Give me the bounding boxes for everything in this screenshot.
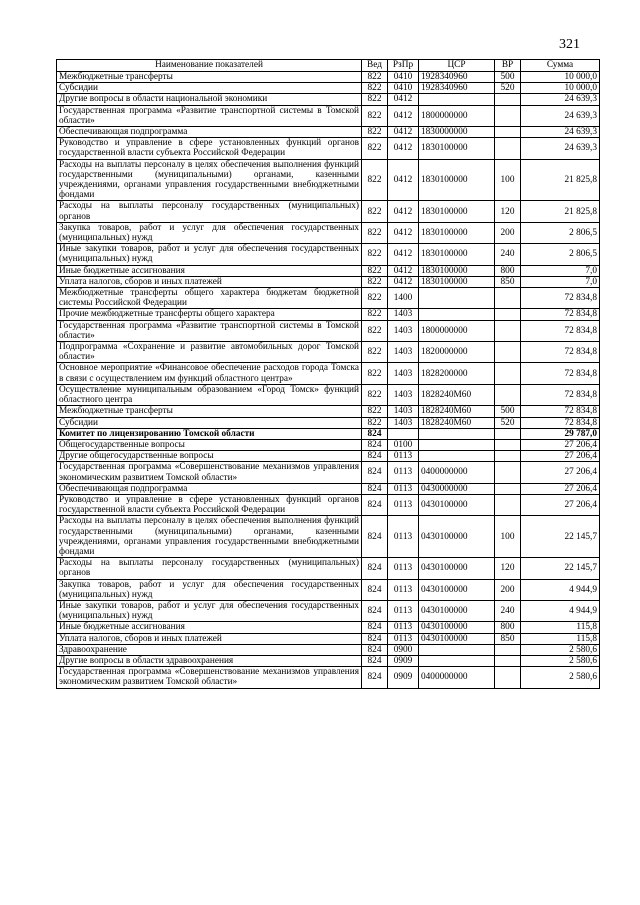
- cell-csr: 1828240М60: [419, 417, 495, 428]
- cell-sum: 72 834,8: [521, 406, 600, 417]
- cell-csr: 1830100000: [419, 222, 495, 243]
- cell-ved: 822: [362, 127, 388, 138]
- cell-ved: 824: [362, 667, 388, 688]
- cell-vr: [495, 483, 521, 494]
- cell-rzpr: 0113: [388, 558, 419, 579]
- cell-ved: 822: [362, 276, 388, 287]
- cell-ved: 824: [362, 558, 388, 579]
- table-row: [57, 622, 600, 633]
- cell-sum: 7,0: [521, 265, 600, 276]
- cell-sum: 72 834,8: [521, 309, 600, 320]
- cell-csr: [419, 309, 495, 320]
- cell-csr: 1800000000: [419, 320, 495, 341]
- cell-vr: [495, 127, 521, 138]
- cell-name: Иные бюджетные ассигнования: [57, 265, 362, 276]
- cell-name: Общегосударственные вопросы: [57, 439, 362, 450]
- cell-vr: [495, 494, 521, 515]
- cell-ved: 822: [362, 384, 388, 405]
- cell-vr: [495, 363, 521, 384]
- cell-csr: 0430100000: [419, 579, 495, 600]
- header-sum: Сумма: [521, 60, 600, 72]
- cell-csr: [419, 451, 495, 462]
- table-row: [57, 342, 600, 363]
- cell-ved: 824: [362, 655, 388, 666]
- cell-name: Обеспечивающая подпрограмма: [57, 127, 362, 138]
- cell-rzpr: 0410: [388, 72, 419, 83]
- cell-sum: 2 806,5: [521, 244, 600, 265]
- cell-sum: 24 639,3: [521, 94, 600, 105]
- cell-vr: 800: [495, 622, 521, 633]
- cell-sum: 4 944,9: [521, 600, 600, 621]
- cell-sum: 72 834,8: [521, 363, 600, 384]
- cell-vr: 240: [495, 244, 521, 265]
- cell-name: Осуществление муниципальным образованием «Город Томск» функций областного центра: [57, 384, 362, 405]
- cell-vr: [495, 309, 521, 320]
- cell-csr: 1800000000: [419, 105, 495, 126]
- cell-rzpr: 0113: [388, 633, 419, 644]
- cell-vr: 500: [495, 72, 521, 83]
- cell-ved: 824: [362, 516, 388, 558]
- cell-vr: 100: [495, 159, 521, 201]
- cell-rzpr: 0412: [388, 105, 419, 126]
- cell-sum: 2 580,6: [521, 667, 600, 688]
- header-name: Наименование показателей: [57, 60, 362, 72]
- cell-ved: 824: [362, 622, 388, 633]
- cell-ved: 824: [362, 633, 388, 644]
- cell-rzpr: 1403: [388, 363, 419, 384]
- cell-csr: [419, 428, 495, 439]
- cell-sum: 7,0: [521, 276, 600, 287]
- cell-name: Межбюджетные трансферты: [57, 406, 362, 417]
- cell-name: Государственная программа «Развитие транспортной системы в Томской области»: [57, 320, 362, 341]
- cell-name: Закупка товаров, работ и услуг для обеспечения государственных (муниципальных) нужд: [57, 579, 362, 600]
- cell-ved: 822: [362, 72, 388, 83]
- table-row: [57, 309, 600, 320]
- table-row: [57, 462, 600, 483]
- cell-rzpr: 0113: [388, 622, 419, 633]
- cell-csr: 1928340960: [419, 83, 495, 94]
- cell-csr: [419, 644, 495, 655]
- cell-sum: 29 787,0: [521, 428, 600, 439]
- cell-csr: 1830000000: [419, 127, 495, 138]
- cell-name: Субсидии: [57, 417, 362, 428]
- cell-rzpr: 0412: [388, 222, 419, 243]
- cell-sum: 10 000,0: [521, 83, 600, 94]
- cell-csr: 1830100000: [419, 159, 495, 201]
- cell-name: Здравоохранение: [57, 644, 362, 655]
- cell-rzpr: 0412: [388, 265, 419, 276]
- cell-vr: [495, 288, 521, 309]
- cell-sum: 2 806,5: [521, 222, 600, 243]
- table-row: [57, 105, 600, 126]
- cell-vr: 240: [495, 600, 521, 621]
- cell-sum: 115,8: [521, 633, 600, 644]
- cell-csr: 0400000000: [419, 462, 495, 483]
- cell-ved: 822: [362, 94, 388, 105]
- cell-sum: 72 834,8: [521, 384, 600, 405]
- table-row: [57, 633, 600, 644]
- cell-vr: [495, 342, 521, 363]
- cell-sum: 27 206,4: [521, 439, 600, 450]
- cell-sum: 22 145,7: [521, 558, 600, 579]
- cell-rzpr: 0410: [388, 83, 419, 94]
- header-ved: Вед: [362, 60, 388, 72]
- cell-vr: [495, 94, 521, 105]
- table-row: [57, 644, 600, 655]
- table-row: [57, 288, 600, 309]
- cell-name: Расходы на выплаты персоналу государственных (муниципальных) органов: [57, 201, 362, 222]
- cell-ved: 822: [362, 244, 388, 265]
- cell-vr: [495, 439, 521, 450]
- cell-csr: 1830100000: [419, 201, 495, 222]
- cell-rzpr: 1403: [388, 406, 419, 417]
- table-row: [57, 600, 600, 621]
- cell-sum: 115,8: [521, 622, 600, 633]
- cell-ved: 822: [362, 138, 388, 159]
- cell-rzpr: 1403: [388, 417, 419, 428]
- cell-vr: [495, 105, 521, 126]
- cell-rzpr: 0412: [388, 244, 419, 265]
- cell-sum: 2 580,6: [521, 655, 600, 666]
- cell-name: Прочие межбюджетные трансферты общего характера: [57, 309, 362, 320]
- cell-csr: 1830100000: [419, 138, 495, 159]
- table-row: [57, 558, 600, 579]
- cell-name: Государственная программа «Совершенствование механизмов управления экономическим развитием Томской области»: [57, 667, 362, 688]
- cell-sum: 72 834,8: [521, 288, 600, 309]
- cell-name: Другие общегосударственные вопросы: [57, 451, 362, 462]
- cell-sum: 22 145,7: [521, 516, 600, 558]
- cell-name: Основное мероприятие «Финансовое обеспечение расходов города Томска в связи с осуществлением им функций областного центра»: [57, 363, 362, 384]
- cell-rzpr: 0900: [388, 644, 419, 655]
- cell-ved: 824: [362, 494, 388, 515]
- cell-rzpr: 1400: [388, 288, 419, 309]
- cell-vr: [495, 428, 521, 439]
- cell-rzpr: 0100: [388, 439, 419, 450]
- cell-sum: 21 825,8: [521, 201, 600, 222]
- cell-ved: 824: [362, 462, 388, 483]
- cell-rzpr: 0412: [388, 94, 419, 105]
- table-row: [57, 655, 600, 666]
- cell-sum: 72 834,8: [521, 320, 600, 341]
- table-row: [57, 428, 600, 439]
- cell-csr: 0400000000: [419, 667, 495, 688]
- cell-name: Обеспечивающая подпрограмма: [57, 483, 362, 494]
- cell-ved: 824: [362, 483, 388, 494]
- cell-vr: 800: [495, 265, 521, 276]
- cell-ved: 822: [362, 309, 388, 320]
- header-csr: ЦСР: [419, 60, 495, 72]
- cell-csr: 1830100000: [419, 276, 495, 287]
- cell-ved: 824: [362, 428, 388, 439]
- table-row: [57, 579, 600, 600]
- cell-name: Межбюджетные трансферты: [57, 72, 362, 83]
- cell-vr: [495, 138, 521, 159]
- cell-name: Иные закупки товаров, работ и услуг для обеспечения государственных (муниципальных) нужд: [57, 244, 362, 265]
- cell-name: Уплата налогов, сборов и иных платежей: [57, 633, 362, 644]
- cell-rzpr: 0412: [388, 127, 419, 138]
- cell-ved: 822: [362, 159, 388, 201]
- cell-rzpr: 0113: [388, 462, 419, 483]
- cell-ved: 822: [362, 288, 388, 309]
- cell-name: Расходы на выплаты персоналу в целях обеспечения выполнения функций государственными (муниципальными) органами, казенными учреждениями, органами управления государственными внебюджетными фондами: [57, 159, 362, 201]
- cell-ved: 822: [362, 265, 388, 276]
- cell-sum: 10 000,0: [521, 72, 600, 83]
- cell-csr: 1828240М60: [419, 384, 495, 405]
- cell-ved: 822: [362, 320, 388, 341]
- cell-rzpr: [388, 428, 419, 439]
- cell-name: Субсидии: [57, 83, 362, 94]
- cell-ved: 824: [362, 600, 388, 621]
- cell-ved: 822: [362, 222, 388, 243]
- cell-sum: 27 206,4: [521, 462, 600, 483]
- cell-rzpr: 0412: [388, 201, 419, 222]
- cell-rzpr: 0113: [388, 451, 419, 462]
- cell-csr: [419, 288, 495, 309]
- table-row: [57, 72, 600, 83]
- cell-vr: 120: [495, 201, 521, 222]
- cell-sum: 24 639,3: [521, 138, 600, 159]
- cell-rzpr: 1403: [388, 342, 419, 363]
- cell-csr: 0430000000: [419, 483, 495, 494]
- table-row: [57, 483, 600, 494]
- cell-sum: 24 639,3: [521, 105, 600, 126]
- cell-vr: 850: [495, 633, 521, 644]
- cell-name: Руководство и управление в сфере установленных функций органов государственной власти субъекта Российской Федерации: [57, 494, 362, 515]
- cell-csr: 0430100000: [419, 633, 495, 644]
- cell-name: Закупка товаров, работ и услуг для обеспечения государственных (муниципальных) нужд: [57, 222, 362, 243]
- cell-rzpr: 0113: [388, 483, 419, 494]
- cell-csr: 1828240М60: [419, 406, 495, 417]
- table-row: [57, 667, 600, 688]
- cell-name: Комитет по лицензированию Томской области: [57, 428, 362, 439]
- table-row: [57, 276, 600, 287]
- cell-rzpr: 0412: [388, 138, 419, 159]
- cell-sum: 24 639,3: [521, 127, 600, 138]
- cell-rzpr: 0412: [388, 276, 419, 287]
- cell-csr: 0430100000: [419, 600, 495, 621]
- cell-name: Уплата налогов, сборов и иных платежей: [57, 276, 362, 287]
- cell-csr: 1928340960: [419, 72, 495, 83]
- cell-ved: 824: [362, 579, 388, 600]
- table-row: [57, 83, 600, 94]
- table-row: [57, 363, 600, 384]
- cell-ved: 822: [362, 83, 388, 94]
- cell-vr: [495, 667, 521, 688]
- cell-vr: 850: [495, 276, 521, 287]
- cell-vr: [495, 462, 521, 483]
- cell-vr: [495, 384, 521, 405]
- cell-sum: 27 206,4: [521, 451, 600, 462]
- cell-vr: [495, 451, 521, 462]
- cell-name: Государственная программа «Развитие транспортной системы в Томской области»: [57, 105, 362, 126]
- cell-rzpr: 0412: [388, 159, 419, 201]
- table-row: [57, 384, 600, 405]
- cell-vr: 200: [495, 222, 521, 243]
- cell-sum: 72 834,8: [521, 417, 600, 428]
- cell-ved: 822: [362, 105, 388, 126]
- cell-rzpr: 0113: [388, 600, 419, 621]
- cell-name: Иные закупки товаров, работ и услуг для обеспечения государственных (муниципальных) нужд: [57, 600, 362, 621]
- cell-vr: 100: [495, 516, 521, 558]
- cell-rzpr: 1403: [388, 320, 419, 341]
- cell-name: Расходы на выплаты персоналу государственных (муниципальных) органов: [57, 558, 362, 579]
- cell-csr: 1830100000: [419, 265, 495, 276]
- cell-name: Расходы на выплаты персоналу в целях обеспечения выполнения функций государственными (муниципальными) органами, казенными учреждениями, органами управления государственными внебюджетными фондами: [57, 516, 362, 558]
- cell-name: Другие вопросы в области здравоохранения: [57, 655, 362, 666]
- cell-csr: 0430100000: [419, 558, 495, 579]
- cell-sum: 72 834,8: [521, 342, 600, 363]
- cell-rzpr: 1403: [388, 309, 419, 320]
- cell-name: Государственная программа «Совершенствование механизмов управления экономическим развитием Томской области»: [57, 462, 362, 483]
- table-row: [57, 222, 600, 243]
- cell-ved: 822: [362, 406, 388, 417]
- cell-vr: 520: [495, 417, 521, 428]
- table-row: [57, 265, 600, 276]
- cell-sum: 27 206,4: [521, 483, 600, 494]
- table-row: [57, 94, 600, 105]
- table-header-row: [57, 60, 600, 72]
- table-row: [57, 138, 600, 159]
- table-row: [57, 127, 600, 138]
- cell-sum: 27 206,4: [521, 494, 600, 515]
- cell-vr: 120: [495, 558, 521, 579]
- table-row: [57, 406, 600, 417]
- cell-ved: 822: [362, 363, 388, 384]
- table-row: [57, 494, 600, 515]
- cell-sum: 2 580,6: [521, 644, 600, 655]
- table-row: [57, 159, 600, 201]
- cell-vr: [495, 320, 521, 341]
- table-row: [57, 516, 600, 558]
- cell-sum: 4 944,9: [521, 579, 600, 600]
- cell-rzpr: 0909: [388, 667, 419, 688]
- cell-ved: 824: [362, 439, 388, 450]
- cell-csr: 1830100000: [419, 244, 495, 265]
- cell-name: Подпрограмма «Сохранение и развитие автомобильных дорог Томской области»: [57, 342, 362, 363]
- cell-csr: [419, 439, 495, 450]
- cell-name: Иные бюджетные ассигнования: [57, 622, 362, 633]
- cell-csr: 0430100000: [419, 494, 495, 515]
- cell-csr: 1820000000: [419, 342, 495, 363]
- cell-csr: 1828200000: [419, 363, 495, 384]
- cell-name: Межбюджетные трансферты общего характера бюджетам бюджетной системы Российской Федерации: [57, 288, 362, 309]
- cell-csr: [419, 655, 495, 666]
- cell-csr: [419, 94, 495, 105]
- cell-vr: 200: [495, 579, 521, 600]
- cell-ved: 824: [362, 451, 388, 462]
- cell-csr: 0430100000: [419, 622, 495, 633]
- table-row: [57, 320, 600, 341]
- budget-table: [56, 59, 600, 689]
- table-row: [57, 451, 600, 462]
- cell-name: Другие вопросы в области национальной экономики: [57, 94, 362, 105]
- cell-name: Руководство и управление в сфере установленных функций органов государственной власти субъекта Российской Федерации: [57, 138, 362, 159]
- header-rzpr: РзПр: [388, 60, 419, 72]
- cell-sum: 21 825,8: [521, 159, 600, 201]
- table-row: [57, 439, 600, 450]
- table-row: [57, 417, 600, 428]
- cell-rzpr: 0113: [388, 579, 419, 600]
- cell-rzpr: 1403: [388, 384, 419, 405]
- cell-ved: 822: [362, 417, 388, 428]
- cell-vr: [495, 644, 521, 655]
- cell-rzpr: 0113: [388, 516, 419, 558]
- cell-vr: 500: [495, 406, 521, 417]
- page-number: 321: [559, 37, 580, 52]
- cell-ved: 824: [362, 644, 388, 655]
- table-row: [57, 244, 600, 265]
- cell-ved: 822: [362, 342, 388, 363]
- cell-vr: [495, 655, 521, 666]
- table-body: [57, 72, 600, 689]
- header-vr: ВР: [495, 60, 521, 72]
- table-row: [57, 201, 600, 222]
- cell-vr: 520: [495, 83, 521, 94]
- cell-csr: 0430100000: [419, 516, 495, 558]
- cell-rzpr: 0909: [388, 655, 419, 666]
- cell-rzpr: 0113: [388, 494, 419, 515]
- cell-ved: 822: [362, 201, 388, 222]
